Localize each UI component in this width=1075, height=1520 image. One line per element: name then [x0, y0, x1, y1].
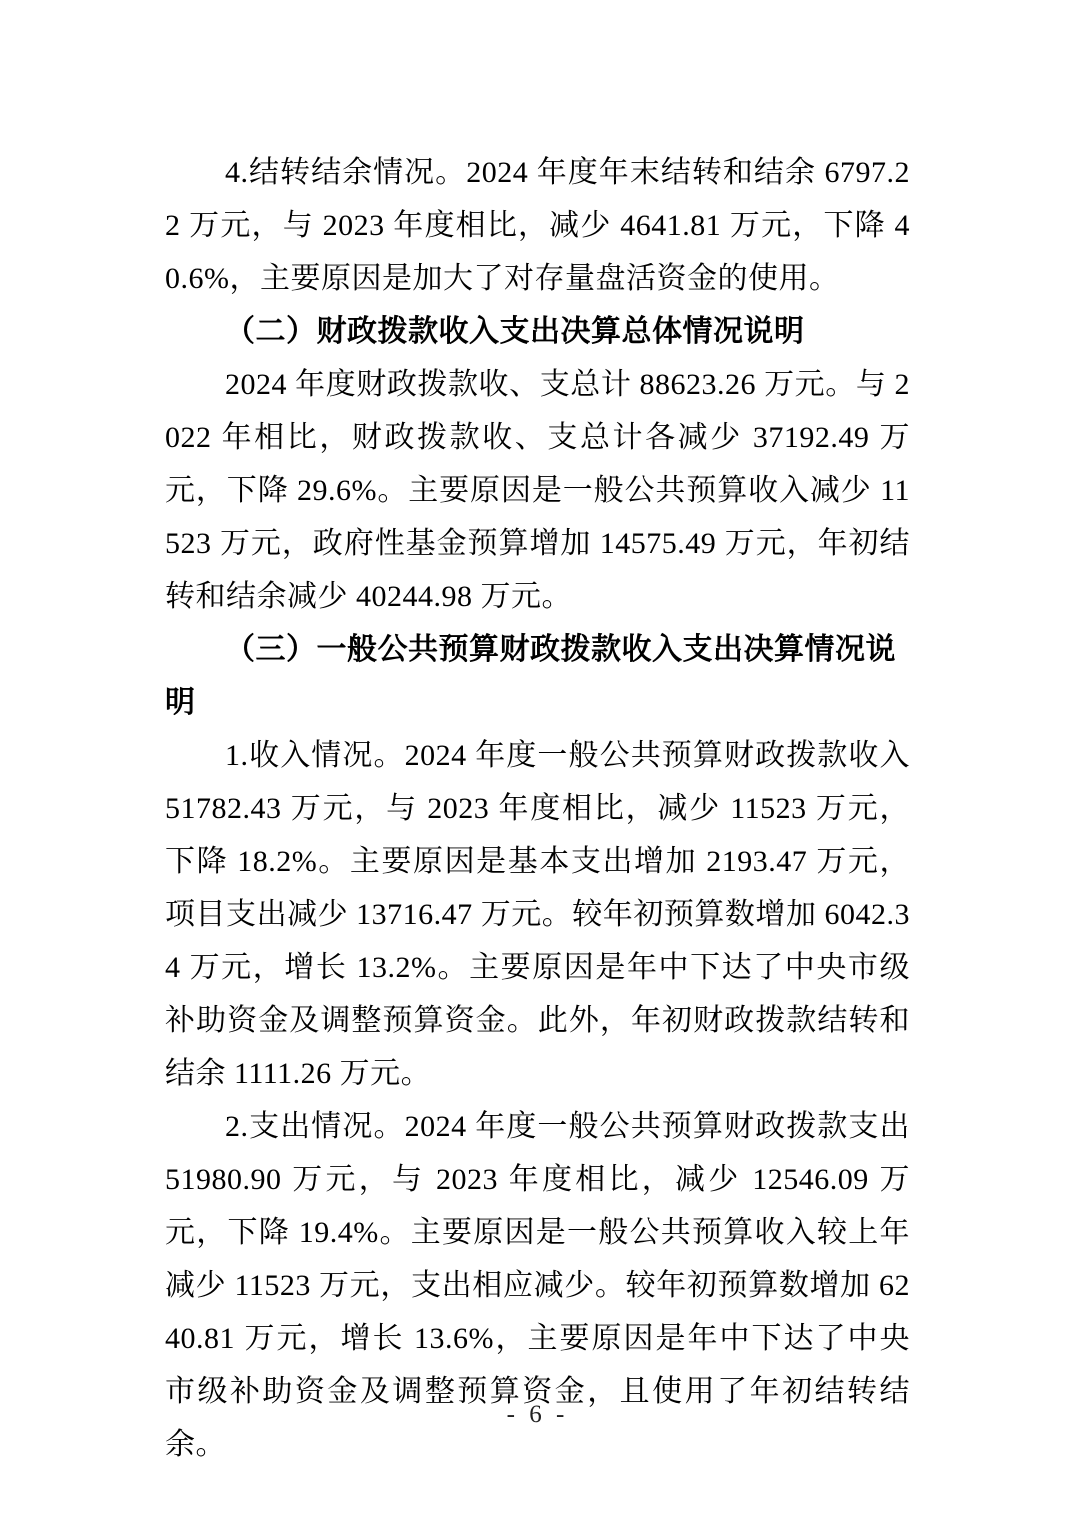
page-number: - 6 - — [506, 1401, 569, 1428]
paragraph: 2.支出情况。2024 年度一般公共预算财政拨款支出 51980.90 万元，与 2023 年度相比，减少 12546.09 万元，下降 19.4%。主要原因是一般公共预算收入较上年减少 11523 万元，支出相应减少。较年初预算数增加 6240.81 万元，增长 13.6%，主要原因是年中下达了中央市级补助资金及调整预算资金，且使用了年初结转结余。 — [165, 1110, 910, 1461]
document-body — [165, 146, 910, 1471]
section-heading: （三）一般公共预算财政拨款收入支出决算情况说明 — [165, 633, 896, 719]
paragraph: 1.收入情况。2024 年度一般公共预算财政拨款收入 51782.43 万元，与 2023 年度相比，减少 11523 万元，下降 18.2%。主要原因是基本支出增加 2193.47 万元，项目支出减少 13716.47 万元。较年初预算数增加 6042.34 万元，增长 13.2%。主要原因是年中下达了中央市级补助资金及调整预算资金。此外，年初财政拨款结转和结余 1111.26 万元。 — [165, 739, 910, 1090]
page-footer — [0, 1398, 1075, 1432]
paragraph: 2024 年度财政拨款收、支总计 88623.26 万元。与 2022 年相比，财政拨款收、支总计各减少 37192.49 万元，下降 29.6%。主要原因是一般公共预算收入减少 11523 万元，政府性基金预算增加 14575.49 万元，年初结转和结余减少 40244.98 万元。 — [165, 368, 910, 613]
paragraph: 4.结转结余情况。2024 年度年末结转和结余 6797.22 万元，与 2023 年度相比，减少 4641.81 万元，下降 40.6%，主要原因是加大了对存量盘活资金的使用。 — [165, 156, 910, 295]
section-heading: （二）财政拨款收入支出决算总体情况说明 — [225, 315, 805, 348]
